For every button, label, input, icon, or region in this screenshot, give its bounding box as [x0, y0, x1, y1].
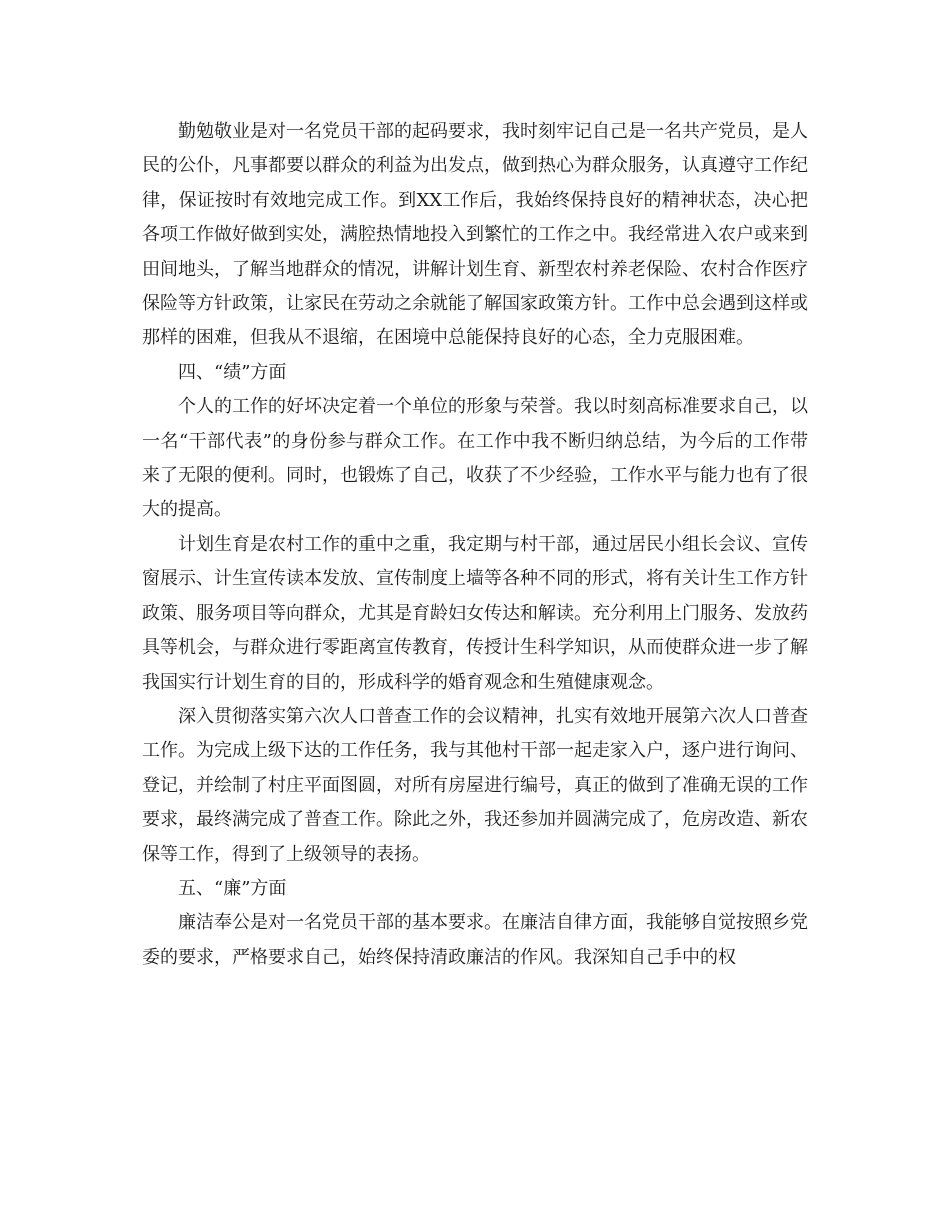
- paragraph-integrity: 廉洁奉公是对一名党员干部的基本要求。在廉洁自律方面，我能够自觉按照乡党委的要求，严格要求自己，始终保持清政廉洁的作风。我深知自己手中的权: [142, 912, 808, 968]
- document-body: [142, 115, 808, 975]
- paragraph-diligence: 勤勉敬业是对一名党员干部的起码要求，我时刻牢记自己是一名共产党员，是人民的公仆，凡事都要以群众的利益为出发点，做到热心为群众服务，认真遵守工作纪律，保证按时有效地完成工作。到XX工作后，我始终保持良好的精神状态，决心把各项工作做好做到实处，满腔热情地投入到繁忙的工作之中。我经常进入农户或来到田间地头，了解当地群众的情况，讲解计划生育、新型农村养老保险、农村合作医疗保险等方针政策，让家民在劳动之余就能了解国家政策方针。工作中总会遇到这样或那样的困难，但我从不退缩，在困境中总能保持良好的心态，全力克服困难。: [142, 121, 808, 349]
- paragraph-family-planning: 计划生育是农村工作的重中之重，我定期与村干部，通过居民小组长会议、宣传窗展示、计生宣传读本发放、宣传制度上墙等各种不同的形式，将有关计生工作方针政策、服务项目等向群众，尤其是育龄妇女传达和解读。充分利用上门服务、发放药具等机会，与群众进行零距离宣传教育，传授计生科学知识，从而使群众进一步了解我国实行计划生育的目的，形成科学的婚育观念和生殖健康观念。: [142, 533, 808, 693]
- paragraph-census: 深入贯彻落实第六次人口普查工作的会议精神，扎实有效地开展第六次人口普查工作。为完成上级下达的工作任务，我与其他村干部一起走家入户，逐户进行询问、登记，并绘制了村庄平面图圆，对所有房屋进行编号，真正的做到了准确无误的工作要求，最终满完成了普查工作。除此之外，我还参加并圆满完成了，危房改造、新农保等工作，得到了上级领导的表扬。: [142, 705, 808, 865]
- paragraph-personal-work: 个人的工作的好坏决定着一个单位的形象与荣誉。我以时刻高标准要求自己，以一名“干部代表”的身份参与群众工作。在工作中我不断归纳总结，为今后的工作带来了无限的便利。同时，也锻炼了自己，收获了不少经验，工作水平与能力也有了很大的提高。: [142, 396, 808, 521]
- section-heading-achievement: 四、“绩”方面: [178, 361, 287, 383]
- section-heading-integrity: 五、“廉”方面: [178, 877, 287, 899]
